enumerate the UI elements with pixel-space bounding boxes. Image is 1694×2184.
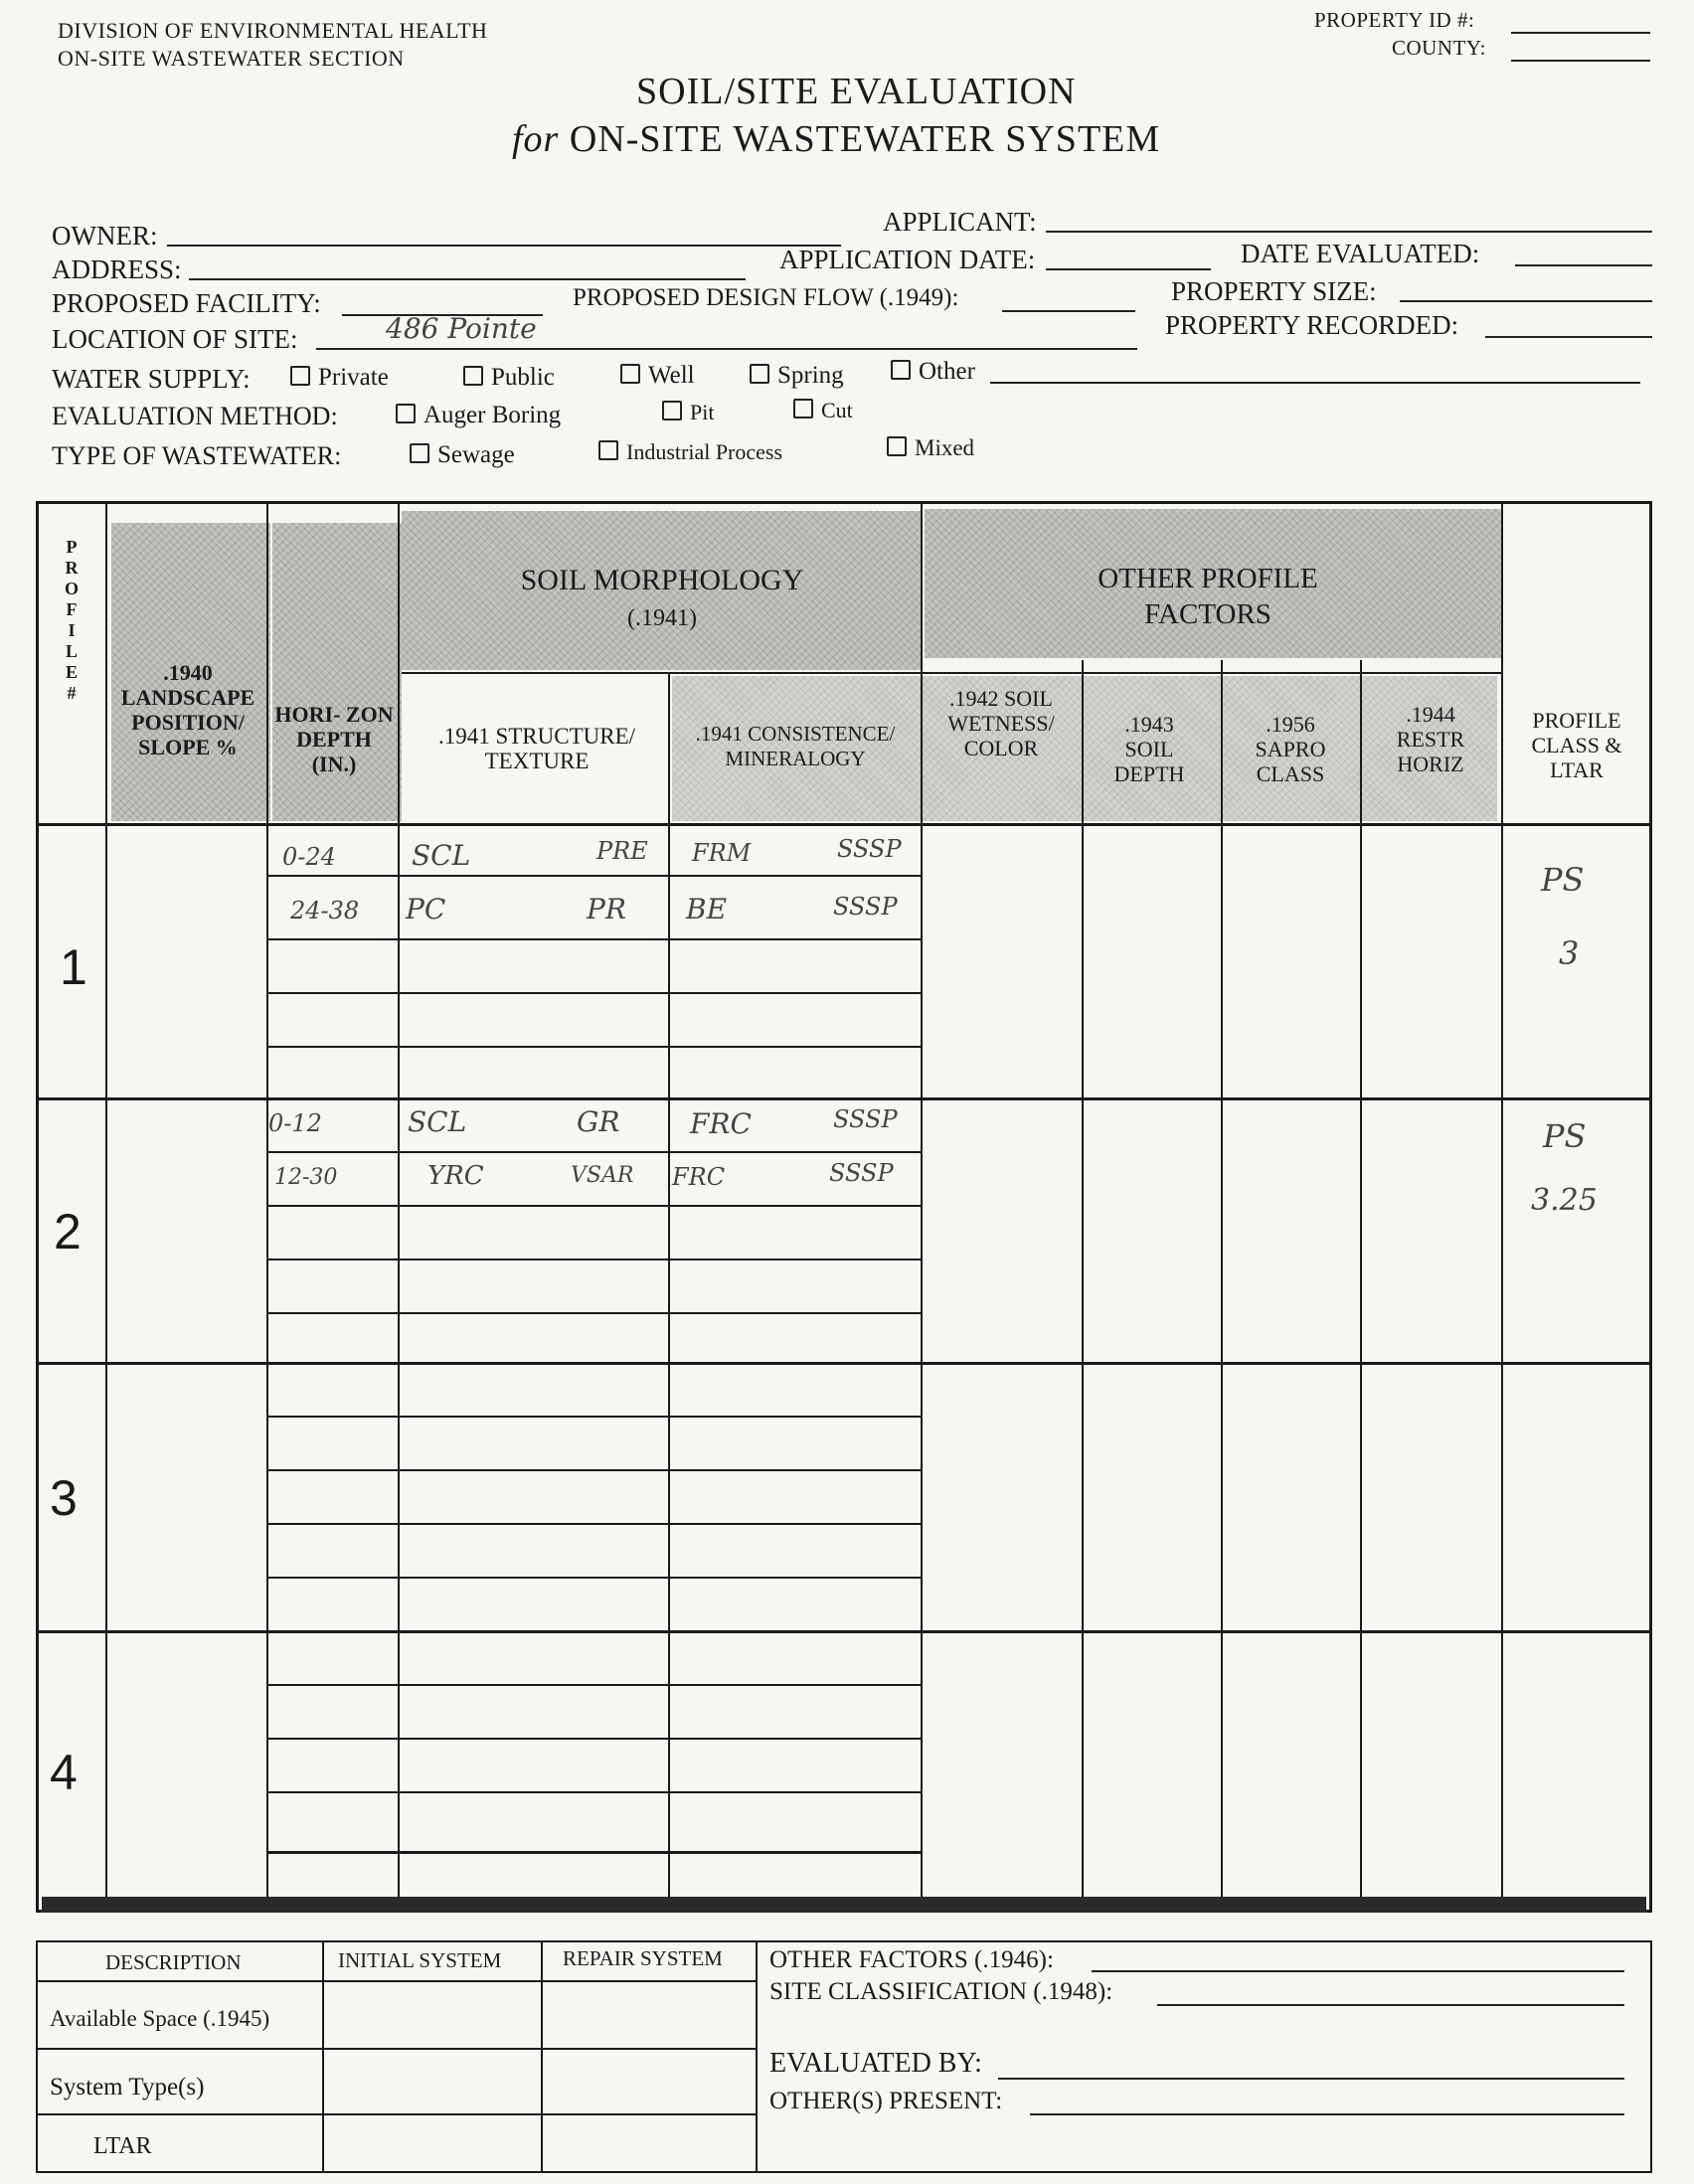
restr-header: .1944 RESTR HORIZ [1396,702,1465,776]
checkbox-icon [598,440,618,460]
horizon-row-line [266,1684,921,1686]
division-label: DIVISION OF ENVIRONMENTAL HEALTH [58,18,488,43]
summary-row-line [36,2113,756,2115]
form-subtitle [512,117,1160,161]
proposed-facility-label: PROPOSED FACILITY: [52,288,321,318]
p1-class: PS [1541,861,1585,899]
checkbox-icon [793,399,813,419]
option-label: Pit [690,400,715,424]
p2-ltar: 3.25 [1531,1183,1598,1218]
col-line [668,672,670,1913]
horizon-row-line [266,992,921,994]
address-field[interactable] [189,278,746,280]
profile-separator [36,1362,1652,1365]
header-bottom-line [36,823,1652,826]
evaluated-by-field[interactable] [998,2078,1624,2080]
water-supply-well[interactable] [620,362,695,390]
checkbox-icon [410,443,429,463]
horizon-row-line [266,1791,921,1793]
summary-col-line [756,1940,758,2173]
summary-row-line [36,2048,756,2050]
date-evaluated-field[interactable] [1515,264,1652,266]
horizon-row-line [266,1312,921,1314]
option-label: Industrial Process [626,439,783,464]
p2-consistence2-1: SSSP [833,1105,898,1133]
profile-number-1: 1 [60,939,87,995]
horizon-row-line [266,1577,921,1579]
col-line [1501,501,1503,1913]
site-classification-label: SITE CLASSIFICATION (.1948): [769,1978,1113,2005]
horizon-row-line [266,1469,921,1471]
address-label: ADDRESS: [52,254,182,284]
owner-field[interactable] [167,245,841,247]
profile-separator [36,1097,1652,1100]
wastewater-type-sewage[interactable] [410,441,515,469]
subtitle-for: for [512,118,560,160]
table-bottom-bar [42,1897,1646,1913]
p2-structure2-2: VSAR [571,1163,634,1188]
county-label: COUNTY: [1392,36,1486,60]
option-label: Auger Boring [424,402,562,428]
summary-row-line [36,1980,756,1982]
available-space-label: Available Space (.1945) [50,2006,270,2031]
horizon-row-line [266,1205,921,1207]
property-recorded-label: PROPERTY RECORDED: [1165,310,1459,340]
option-label: Public [491,364,555,391]
profile-number-3: 3 [50,1470,78,1526]
system-type-label: System Type(s) [50,2074,205,2100]
location-label: LOCATION OF SITE: [52,324,298,354]
p1-consistence2-2: SSSP [833,893,898,921]
p1-ltar: 3 [1559,934,1580,972]
date-evaluated-label: DATE EVALUATED: [1241,239,1480,268]
p2-consistence-1: FRC [690,1107,752,1140]
p2-structure-2: YRC [427,1161,484,1191]
evaluation-method-label: EVALUATION METHOD: [52,402,338,430]
checkbox-icon [620,364,640,384]
p1-consistence-1: FRM [692,839,752,867]
evaluation-method-pit[interactable] [662,400,714,425]
property-id-label: PROPERTY ID #: [1314,8,1475,32]
water-supply-other[interactable] [891,358,975,386]
p2-depth-2: 12-30 [274,1165,338,1190]
option-label: Other [919,358,975,385]
other-factors-header: OTHER PROFILE FACTORS [1098,563,1318,630]
water-supply-public[interactable] [463,364,555,392]
col-line [1082,660,1084,1913]
checkbox-icon [887,436,907,456]
evaluation-method-auger[interactable] [396,402,561,429]
option-label: Private [318,364,389,391]
water-supply-label: WATER SUPPLY: [52,364,251,394]
horizon-row-line [266,1046,921,1048]
soil-morphology-code: (.1941) [627,605,697,631]
location-field[interactable] [316,348,1137,350]
soil-depth-header: .1943 SOIL DEPTH [1113,712,1185,786]
structure-header: .1941 STRUCTURE/ TEXTURE [437,724,636,773]
summary-col-line [541,1940,543,2173]
ltar-label: LTAR [93,2133,152,2159]
profile-number-4: 4 [50,1745,78,1800]
wastewater-type-mixed[interactable] [887,435,974,461]
sapro-header: .1956 SAPRO CLASS [1255,712,1326,786]
profile-number-2: 2 [54,1204,82,1260]
checkbox-icon [750,364,769,384]
horizon-row-line [266,1151,921,1153]
option-label: Sewage [437,441,515,468]
p1-depth-2: 24-38 [290,897,360,924]
horizon-row-line [266,1738,921,1740]
evaluated-by-label: EVALUATED BY: [769,2048,982,2079]
water-supply-spring[interactable] [750,362,844,390]
horizon-row-line [266,938,921,940]
p1-consistence-2: BE [686,893,728,925]
county-field[interactable] [1511,60,1650,62]
checkbox-icon [463,366,483,386]
profile-number-header: P R O F I L E # [64,537,79,703]
profile-separator [36,1630,1652,1633]
profile-class-header: PROFILE CLASS & LTAR [1531,708,1622,782]
applicant-label: APPLICANT: [883,207,1037,237]
water-supply-other-field[interactable] [990,382,1640,384]
others-present-label: OTHER(S) PRESENT: [769,2088,1003,2114]
property-size-label: PROPERTY SIZE: [1171,276,1377,306]
p2-structure-1: SCL [408,1105,467,1138]
checkbox-icon [396,404,416,423]
horizon-row-line [266,1416,921,1418]
p1-structure2-1: PRE [596,837,648,865]
col-line [266,501,268,1913]
p1-structure2-2: PR [587,893,626,925]
horizon-row-line [266,875,921,877]
applicant-field[interactable] [1046,231,1652,233]
summary-col-line [322,1940,324,2173]
p1-structure-2: PC [406,893,446,925]
col-line [398,501,400,1913]
evaluation-method-cut[interactable] [793,398,853,423]
section-label: ON-SITE WASTEWATER SECTION [58,46,405,71]
form-title: SOIL/SITE EVALUATION [636,71,1077,112]
proposed-design-flow-label: PROPOSED DESIGN FLOW (.1949): [573,284,959,311]
p2-consistence2-2: SSSP [829,1159,894,1187]
application-date-label: APPLICATION DATE: [779,245,1036,274]
option-label: Well [648,362,695,389]
application-date-field[interactable] [1046,268,1211,270]
col-line [921,501,923,1913]
horizon-row-line [266,1259,921,1260]
p1-depth-1: 0-24 [282,843,336,871]
property-size-field[interactable] [1400,300,1652,302]
other-factors-field[interactable] [1092,1970,1624,1972]
soil-morphology-header: SOIL MORPHOLOGY [520,564,804,596]
location-value: 486 Pointe [386,312,537,345]
option-label: Cut [821,398,853,422]
p2-structure2-1: GR [577,1105,620,1138]
horizon-row-line [266,1523,921,1525]
wastewater-type-label: TYPE OF WASTEWATER: [52,441,342,470]
col-line [1221,660,1223,1913]
p1-consistence2-1: SSSP [837,835,902,863]
checkbox-icon [290,366,310,386]
wetness-header: .1942 SOIL WETNESS/ COLOR [947,686,1055,760]
property-recorded-field[interactable] [1485,336,1652,338]
checkbox-icon [891,360,911,380]
morphology-divider [402,672,1501,674]
option-label: Mixed [915,435,975,460]
p2-class: PS [1543,1117,1587,1155]
repair-system-header: REPAIR SYSTEM [563,1946,723,1970]
other-factors-label: OTHER FACTORS (.1946): [769,1946,1054,1973]
wastewater-type-industrial[interactable] [598,439,782,465]
owner-label: OWNER: [52,221,158,251]
subtitle-rest: ON-SITE WASTEWATER SYSTEM [569,118,1161,160]
horizon-row-line [266,1851,921,1854]
consistence-header: .1941 CONSISTENCE/ MINERALOGY [695,722,896,770]
others-present-field[interactable] [1030,2113,1624,2115]
property-id-field[interactable] [1511,32,1650,34]
description-header: DESCRIPTION [105,1950,242,1974]
initial-system-header: INITIAL SYSTEM [338,1948,502,1972]
col-line [1360,660,1362,1913]
p2-depth-1: 0-12 [268,1109,322,1137]
proposed-design-flow-field[interactable] [1002,310,1135,312]
p1-structure-1: SCL [412,839,471,872]
landscape-header: .1940 LANDSCAPE POSITION/ SLOPE % [120,660,255,759]
checkbox-icon [662,401,682,420]
site-classification-field[interactable] [1157,2004,1624,2006]
horizon-header: HORI- ZON DEPTH (IN.) [274,702,394,776]
option-label: Spring [777,362,844,389]
p2-consistence-2: FRC [672,1163,726,1191]
water-supply-private[interactable] [290,364,389,392]
col-line [105,501,107,1913]
